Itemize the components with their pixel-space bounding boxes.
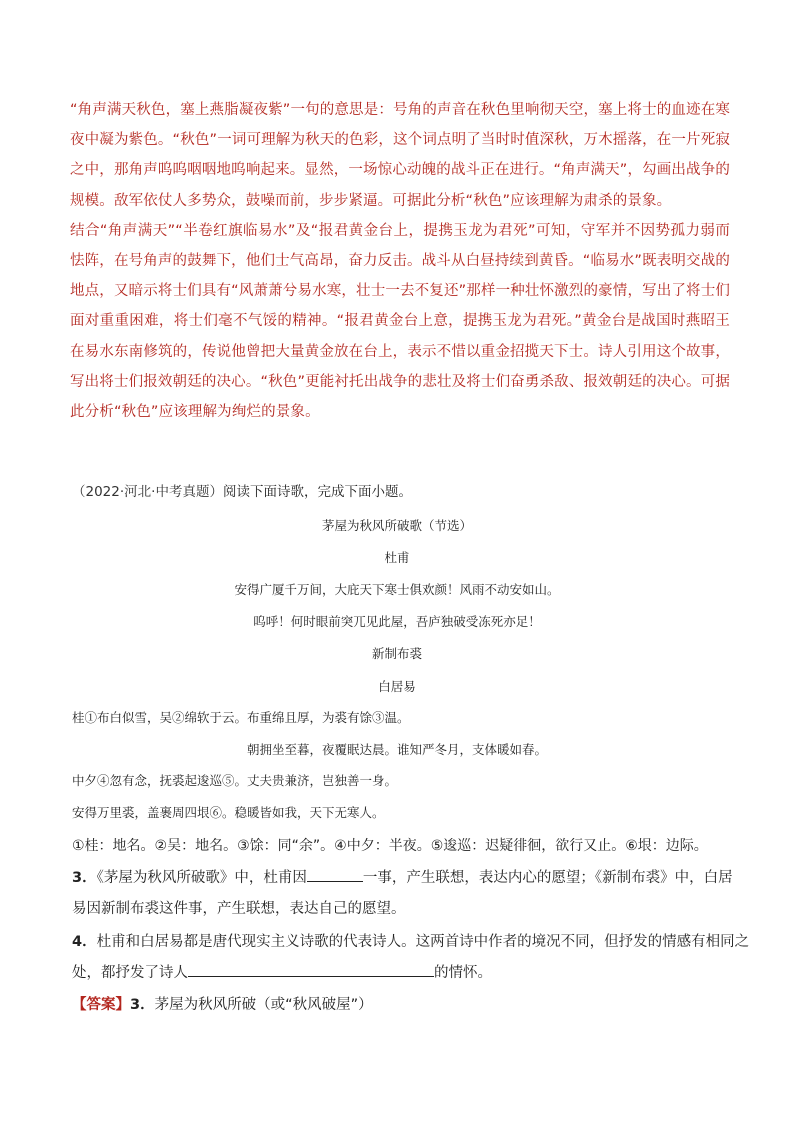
poem2-line-3: 中夕④忽有念，抚裘起逡巡⑤。丈夫贵兼济，岂独善一身。 — [72, 773, 398, 788]
poem2-title: 新制布裘 — [371, 646, 422, 661]
poem-notes: ①桂：地名。②吴：地名。③馀：同“余”。④中夕：半夜。⑤逡巡：迟疑徘徊，欲行又止。⑥垠：边际。 — [72, 838, 708, 854]
question-3-blank[interactable] — [307, 867, 363, 882]
poem1-author: 杜甫 — [384, 550, 410, 565]
analysis-paragraph-2: 结合“角声满天”“半卷红旗临易水”及“报君黄金台上，提携玉龙为君死”可知，守军并不因势孤力弱而怯阵，在号角声的鼓舞下，他们士气高昂，奋力反击。战斗从白昼持续到黄昏。“临易水”既表明交战的地点，又暗示将士们具有“风萧萧兮易水寒，壮士一去不复还”那样一种壮怀激烈的豪情，写出了将士们面对重重困难，将士们毫不气馁的精神。“报君黄金台上意，提携玉龙为君死。”黄金台是战国时燕昭王在易水东南修筑的，传说他曾把大量黄金放在台上，表示不惜以重金招揽天下士。诗人引用这个故事，写出将士们报效朝廷的决心。“秋色”更能衬托出战争的悲壮及将士们奋勇杀敌、报效朝廷的决心。可据此分析“秋色”应该理解为绚烂的景象。 — [70, 222, 730, 421]
question-3-number: 3． — [72, 870, 97, 886]
poem1-line-1: 安得广厦千万间，大庇天下寒士俱欢颜！风雨不动安如山。 — [234, 582, 560, 597]
question-source: （2022·河北·中考真题） — [72, 484, 223, 500]
poem1-title: 茅屋为秋风所破歌（节选） — [321, 518, 472, 533]
question-4-blank[interactable] — [188, 962, 434, 977]
question-4-text-c: 的情怀。 — [434, 965, 492, 981]
answer-tag: 【答案】 — [72, 997, 130, 1013]
poem2-author: 白居易 — [378, 679, 416, 694]
question-3-text-b: 一事，产生联想，表达内心的愿望；《新制布裘》中，白居 — [362, 870, 733, 886]
question-prompt: 阅读下面诗歌，完成下面小题。 — [222, 484, 412, 500]
poem2-line-2: 朝拥坐至暮，夜覆眠达晨。谁知严冬月，支体暖如春。 — [246, 742, 547, 757]
analysis-paragraph-1: “角声满天秋色，塞上燕脂凝夜紫”一句的意思是：号角的声音在秋色里响彻天空，塞上将士的血迹在寒夜中凝为紫色。“秋色”一词可理解为秋天的色彩，这个词点明了当时时值深秋，万木摇落，在一片死寂之中，那角声呜呜咽咽地呜响起来。显然，一场惊心动魄的战斗正在进行。“角声满天”，勾画出战争的规模。敌军依仗人多势众，鼓噪而前，步步紧逼。可据此分析“秋色”应该理解为肃杀的景象。 — [70, 102, 730, 209]
question-4-text-a: 杜甫和白居易都是唐代现实主义诗歌的代表诗人。这两首诗中作者的境况不同，但抒发的情感有相同之 — [96, 934, 750, 950]
question-4-text-b: 处，都抒发了诗人 — [72, 965, 188, 981]
poem2-line-4: 安得万里裘，盖裹周四垠⑥。稳暖皆如我，天下无寒人。 — [72, 805, 385, 820]
answer-number: 3． — [130, 997, 155, 1013]
analysis-section — [70, 95, 730, 427]
poem2-line-1: 桂①布白似雪，吴②绵软于云。布重绵且厚，为裘有馀③温。 — [72, 710, 410, 725]
answer-text: 茅屋为秋风所破（或“秋风破屋”） — [154, 997, 373, 1013]
question-3-line-2: 易因新制布裘这件事，产生联想，表达自己的愿望。 — [72, 901, 406, 917]
answer-line — [72, 993, 373, 1014]
question-4-number: 4． — [72, 934, 97, 950]
question-3-line-1 — [72, 866, 733, 887]
question-intro — [72, 480, 412, 500]
question-3-text-a: 《茅屋为秋风所破歌》中，杜甫因 — [96, 870, 307, 886]
question-4-line-2 — [72, 961, 492, 982]
question-4-line-1 — [72, 930, 749, 951]
poem1-line-2: 呜呼！何时眼前突兀见此屋，吾庐独破受冻死亦足！ — [253, 614, 541, 629]
